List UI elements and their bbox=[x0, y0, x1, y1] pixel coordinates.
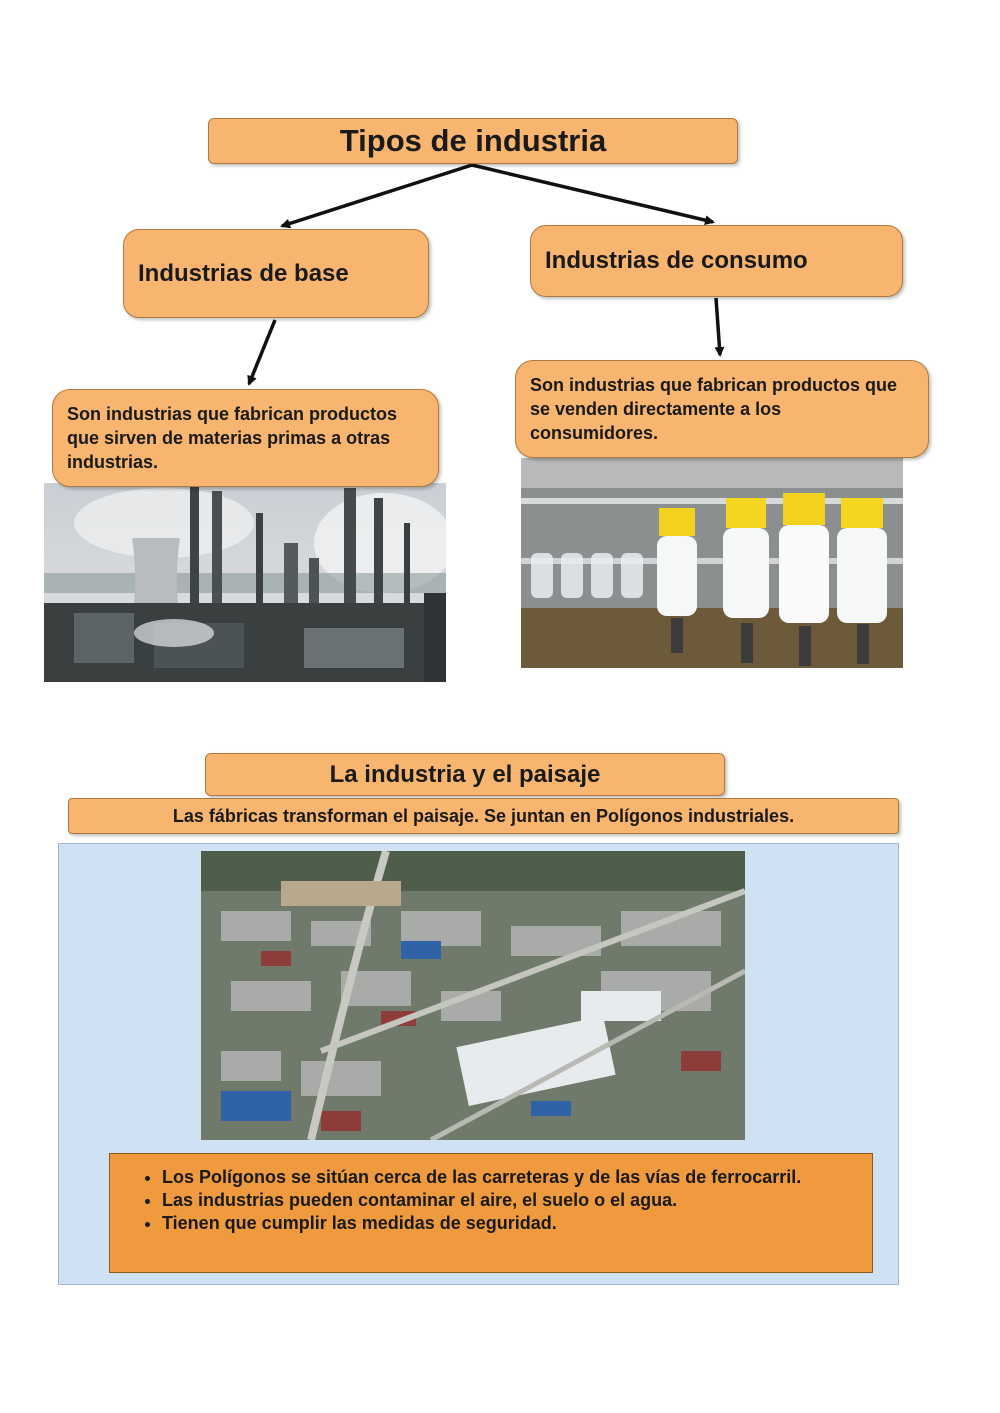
arrow-to-base bbox=[282, 165, 472, 226]
description-base: Son industrias que fabrican productos que sirven de materias primas a otras industrias. bbox=[52, 389, 439, 487]
list-item: • Tienen que cumplir las medidas de seguridad. bbox=[162, 1212, 858, 1235]
arrow-base-desc bbox=[249, 320, 275, 384]
industrial-park-photo bbox=[201, 851, 745, 1140]
diagram-title: Tipos de industria bbox=[208, 118, 738, 164]
arrow-consumo-desc bbox=[716, 298, 720, 355]
node-label: Industrias de base bbox=[138, 259, 349, 287]
factory-photo bbox=[44, 483, 446, 682]
section-subtitle: Las fábricas transforman el paisaje. Se juntan en Polígonos industriales. bbox=[68, 798, 899, 834]
node-industrias-base bbox=[123, 229, 429, 318]
description-consumo: Son industrias que fabrican productos que se venden directamente a los consumidores. bbox=[515, 360, 929, 458]
key-points-list bbox=[130, 1166, 858, 1235]
bottling-photo bbox=[521, 458, 903, 668]
arrow-to-consumo bbox=[472, 165, 713, 222]
key-points-box bbox=[109, 1153, 873, 1273]
node-industrias-consumo bbox=[530, 225, 903, 297]
section-title: La industria y el paisaje bbox=[205, 753, 725, 796]
list-item: • Los Polígonos se sitúan cerca de las carreteras y de las vías de ferrocarril. bbox=[162, 1166, 858, 1189]
node-label: Industrias de consumo bbox=[545, 247, 808, 274]
list-item: • Las industrias pueden contaminar el aire, el suelo o el agua. bbox=[162, 1189, 858, 1212]
